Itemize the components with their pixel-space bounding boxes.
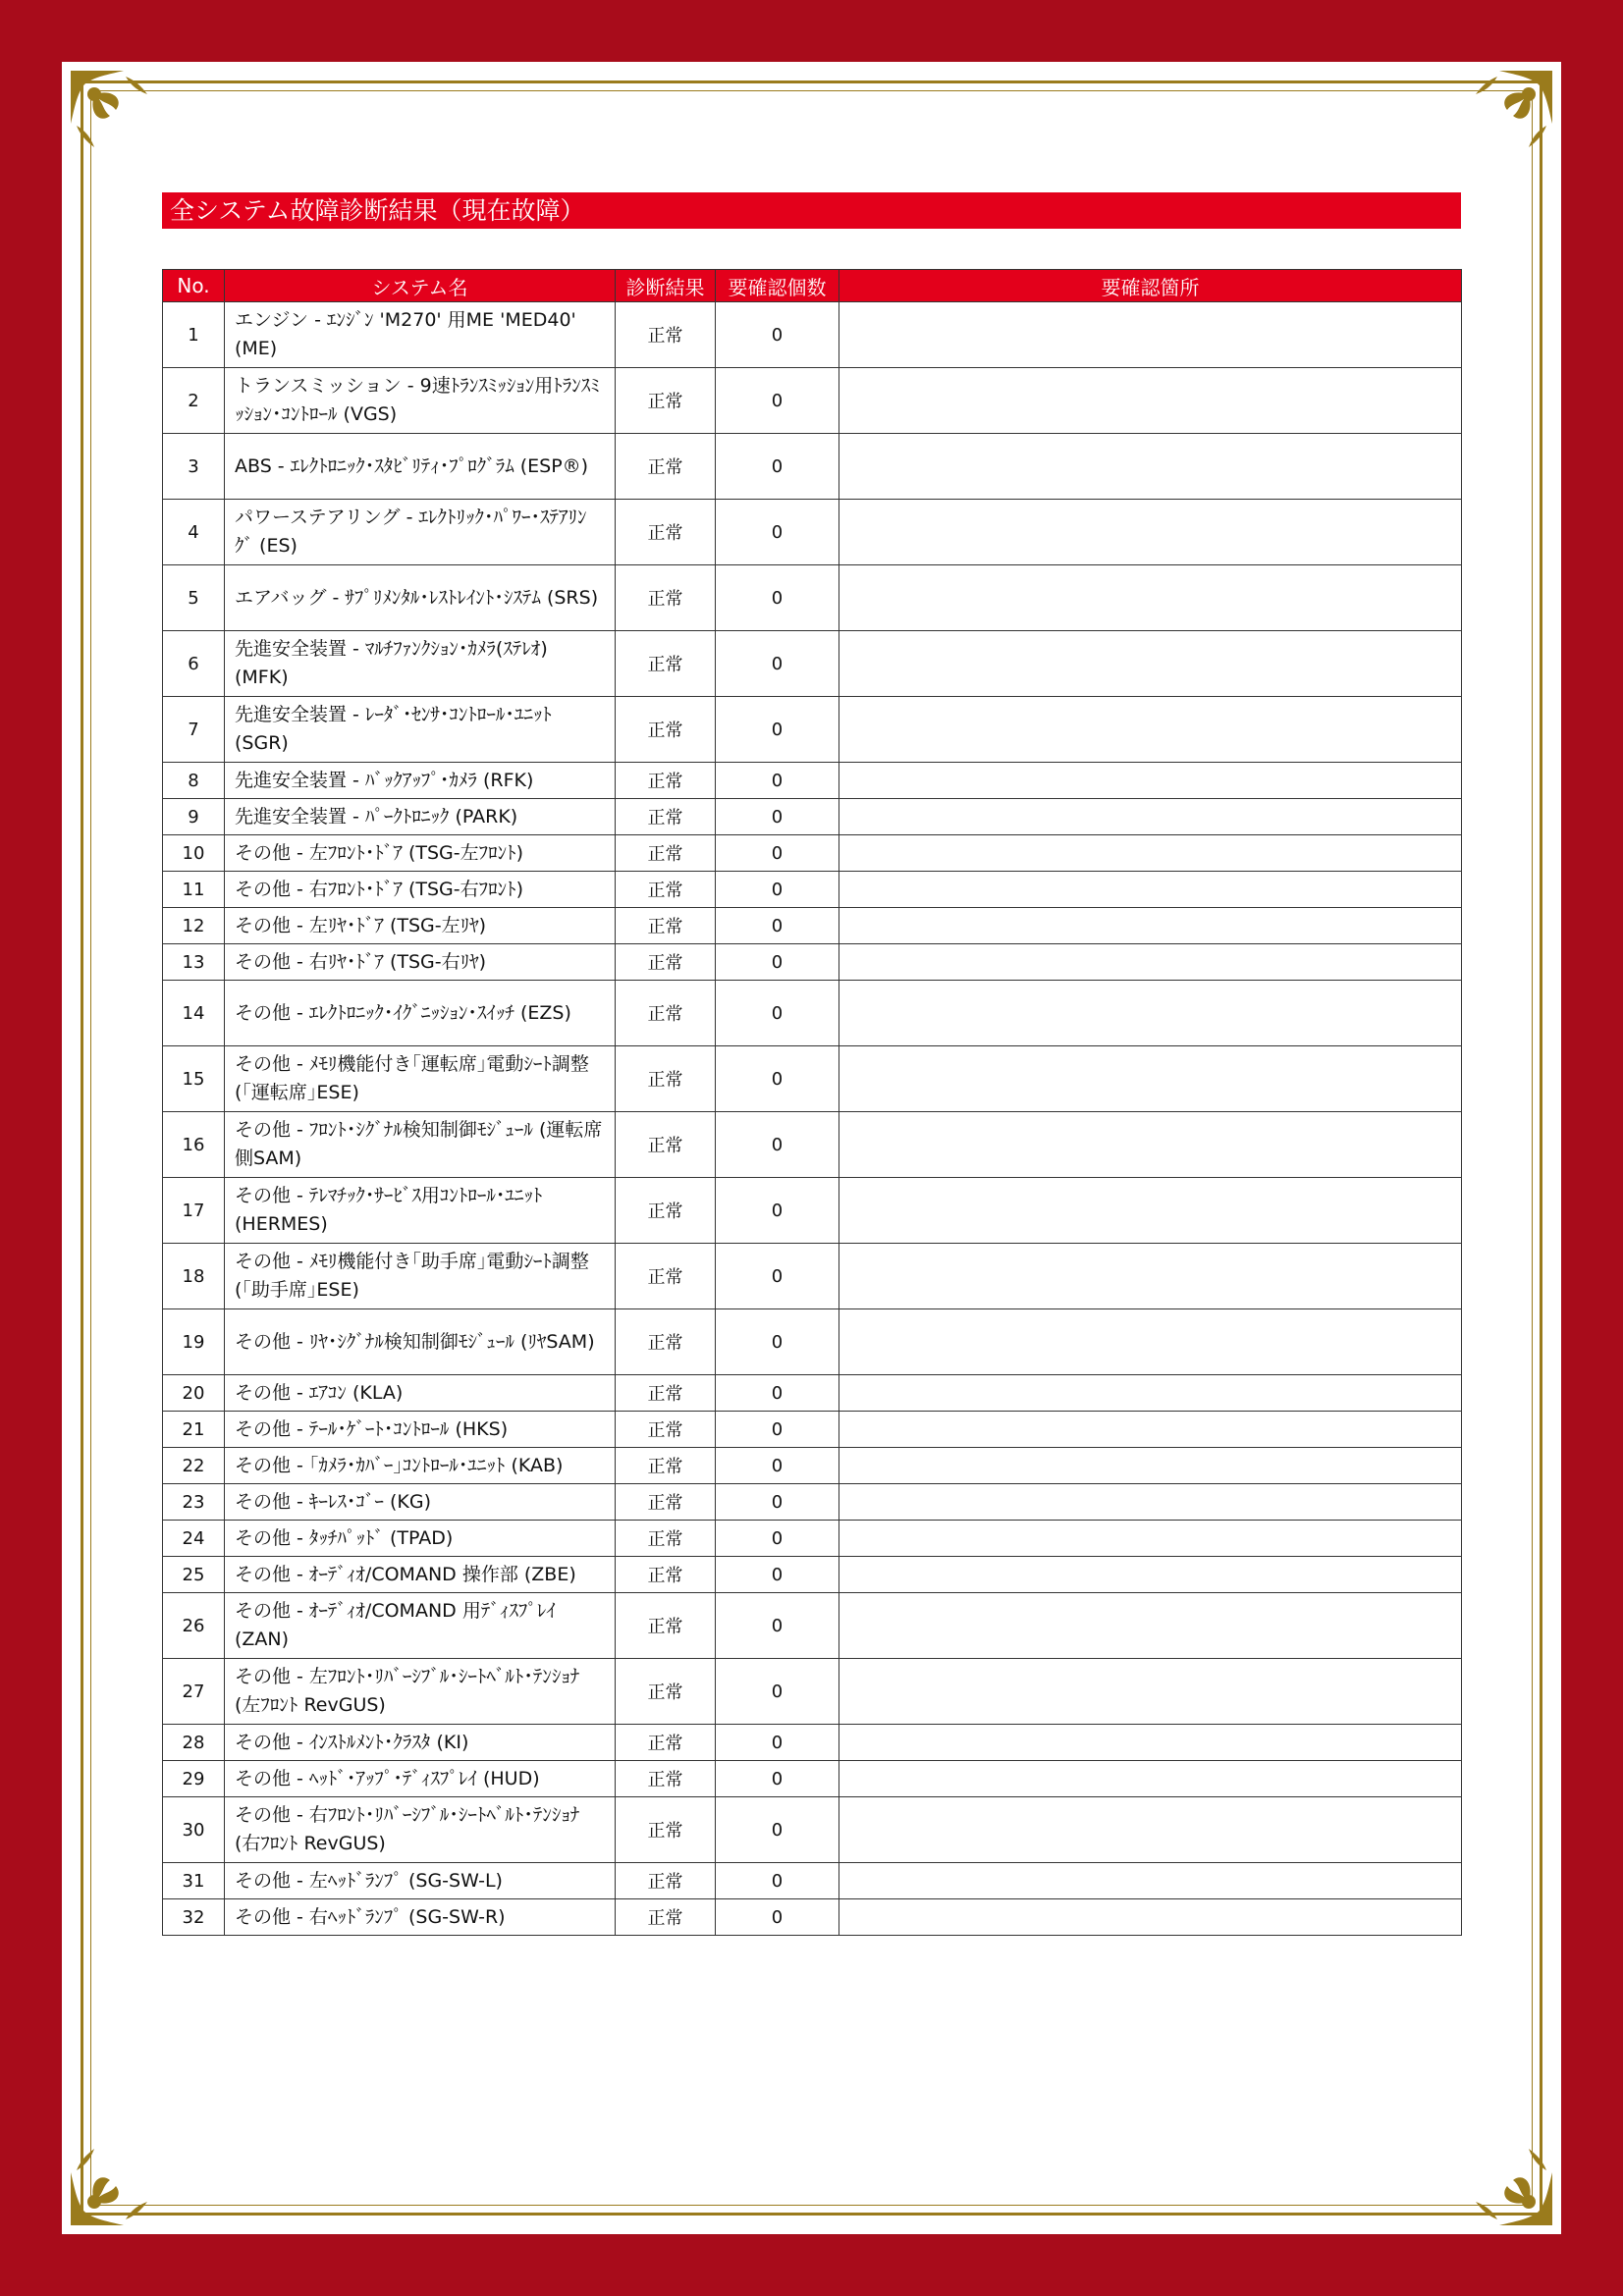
system-name: その他 - ｲﾝｽﾄﾙﾒﾝﾄ･ｸﾗｽﾀ (KI) <box>225 1725 616 1761</box>
check-count: 0 <box>716 565 839 631</box>
check-count: 0 <box>716 1309 839 1375</box>
system-name: 先進安全装置 - ﾊﾞｯｸｱｯﾌﾟ･ｶﾒﾗ (RFK) <box>225 763 616 799</box>
check-location <box>839 1863 1462 1899</box>
check-location <box>839 1178 1462 1244</box>
check-location <box>839 1375 1462 1412</box>
diagnosis-result: 正常 <box>616 1521 716 1557</box>
row-number: 22 <box>163 1448 225 1484</box>
row-number: 12 <box>163 908 225 944</box>
table-row <box>163 368 1462 434</box>
row-number: 8 <box>163 763 225 799</box>
check-count: 0 <box>716 1863 839 1899</box>
header-result: 診断結果 <box>616 270 716 302</box>
table-row <box>163 1557 1462 1593</box>
table-row <box>163 1725 1462 1761</box>
system-name: エンジン - ｴﾝｼﾞﾝ 'M270' 用ME 'MED40' (ME) <box>225 302 616 368</box>
check-count: 0 <box>716 908 839 944</box>
system-name: その他 - ﾌﾛﾝﾄ･ｼｸﾞﾅﾙ検知制御ﾓｼﾞｭｰﾙ (運転席側SAM) <box>225 1112 616 1178</box>
row-number: 21 <box>163 1412 225 1448</box>
check-count: 0 <box>716 1244 839 1309</box>
check-location <box>839 799 1462 835</box>
row-number: 25 <box>163 1557 225 1593</box>
row-number: 20 <box>163 1375 225 1412</box>
diagnosis-result: 正常 <box>616 565 716 631</box>
check-location <box>839 565 1462 631</box>
system-name: ABS - ｴﾚｸﾄﾛﾆｯｸ･ｽﾀﾋﾞﾘﾃｨ･ﾌﾟﾛｸﾞﾗﾑ (ESP®) <box>225 434 616 500</box>
system-name: その他 - ﾒﾓﾘ機能付き｢助手席｣電動ｼｰﾄ調整 (｢助手席｣ESE) <box>225 1244 616 1309</box>
corner-ornament-icon <box>65 65 159 159</box>
diagnosis-result: 正常 <box>616 1725 716 1761</box>
diagnosis-result: 正常 <box>616 697 716 763</box>
check-location <box>839 697 1462 763</box>
system-name: 先進安全装置 - ﾏﾙﾁﾌｧﾝｸｼｮﾝ･ｶﾒﾗ(ｽﾃﾚｵ) (MFK) <box>225 631 616 697</box>
system-name: その他 - ｵｰﾃﾞｨｵ/COMAND 用ﾃﾞｨｽﾌﾟﾚｲ (ZAN) <box>225 1593 616 1659</box>
check-count: 0 <box>716 835 839 872</box>
table-row <box>163 1375 1462 1412</box>
check-count: 0 <box>716 1593 839 1659</box>
check-count: 0 <box>716 697 839 763</box>
check-location <box>839 368 1462 434</box>
row-number: 23 <box>163 1484 225 1521</box>
row-number: 5 <box>163 565 225 631</box>
row-number: 6 <box>163 631 225 697</box>
system-name: その他 - 右ﾘﾔ･ﾄﾞｱ (TSG-右ﾘﾔ) <box>225 944 616 981</box>
system-name: 先進安全装置 - ﾊﾟｰｸﾄﾛﾆｯｸ (PARK) <box>225 799 616 835</box>
system-name: 先進安全装置 - ﾚｰﾀﾞ･ｾﾝｻ･ｺﾝﾄﾛｰﾙ･ﾕﾆｯﾄ (SGR) <box>225 697 616 763</box>
check-count: 0 <box>716 500 839 565</box>
row-number: 2 <box>163 368 225 434</box>
diagnosis-result: 正常 <box>616 1046 716 1112</box>
check-location <box>839 1593 1462 1659</box>
system-name: その他 - ﾍｯﾄﾞ･ｱｯﾌﾟ･ﾃﾞｨｽﾌﾟﾚｲ (HUD) <box>225 1761 616 1797</box>
check-count: 0 <box>716 944 839 981</box>
table-row <box>163 981 1462 1046</box>
table-row <box>163 1046 1462 1112</box>
system-name: その他 - 左ﾘﾔ･ﾄﾞｱ (TSG-左ﾘﾔ) <box>225 908 616 944</box>
diagnosis-result: 正常 <box>616 1797 716 1863</box>
row-number: 3 <box>163 434 225 500</box>
table-row <box>163 763 1462 799</box>
system-name: その他 - 左ﾌﾛﾝﾄ･ﾘﾊﾞｰｼﾌﾞﾙ･ｼｰﾄﾍﾞﾙﾄ･ﾃﾝｼｮﾅ (左ﾌﾛﾝﾄ RevGUS) <box>225 1659 616 1725</box>
check-location <box>839 835 1462 872</box>
table-header-row <box>163 270 1462 302</box>
header-no: No. <box>163 270 225 302</box>
diagnosis-result: 正常 <box>616 1557 716 1593</box>
table-row <box>163 1484 1462 1521</box>
system-name: その他 - 左ﾌﾛﾝﾄ･ﾄﾞｱ (TSG-左ﾌﾛﾝﾄ) <box>225 835 616 872</box>
table-row <box>163 1178 1462 1244</box>
system-name: その他 - 右ﾍｯﾄﾞﾗﾝﾌﾟ (SG-SW-R) <box>225 1899 616 1936</box>
diagnosis-result: 正常 <box>616 1244 716 1309</box>
check-location <box>839 1725 1462 1761</box>
diagnosis-result: 正常 <box>616 1448 716 1484</box>
diagnosis-result: 正常 <box>616 1761 716 1797</box>
check-location <box>839 908 1462 944</box>
diagnosis-result: 正常 <box>616 763 716 799</box>
table-row <box>163 872 1462 908</box>
diagnosis-result: 正常 <box>616 1899 716 1936</box>
check-location <box>839 1659 1462 1725</box>
check-location <box>839 434 1462 500</box>
table-row <box>163 434 1462 500</box>
check-count: 0 <box>716 1448 839 1484</box>
table-row <box>163 1521 1462 1557</box>
system-name: その他 - ﾀｯﾁﾊﾟｯﾄﾞ (TPAD) <box>225 1521 616 1557</box>
table-row <box>163 631 1462 697</box>
diagnosis-result: 正常 <box>616 1309 716 1375</box>
check-count: 0 <box>716 1412 839 1448</box>
table-row <box>163 835 1462 872</box>
header-check-count: 要確認個数 <box>716 270 839 302</box>
diagnosis-result: 正常 <box>616 434 716 500</box>
table-row <box>163 1899 1462 1936</box>
row-number: 18 <box>163 1244 225 1309</box>
system-name: その他 - 右ﾌﾛﾝﾄ･ﾘﾊﾞｰｼﾌﾞﾙ･ｼｰﾄﾍﾞﾙﾄ･ﾃﾝｼｮﾅ (右ﾌﾛﾝﾄ RevGUS) <box>225 1797 616 1863</box>
check-location <box>839 1448 1462 1484</box>
row-number: 28 <box>163 1725 225 1761</box>
system-name: その他 - ﾘﾔ･ｼｸﾞﾅﾙ検知制御ﾓｼﾞｭｰﾙ (ﾘﾔSAM) <box>225 1309 616 1375</box>
table-row <box>163 1761 1462 1797</box>
check-location <box>839 763 1462 799</box>
system-name: その他 - ｢ｶﾒﾗ･ｶﾊﾞｰ｣ｺﾝﾄﾛｰﾙ･ﾕﾆｯﾄ (KAB) <box>225 1448 616 1484</box>
table-row <box>163 1863 1462 1899</box>
table-row <box>163 1309 1462 1375</box>
check-location <box>839 631 1462 697</box>
table-row <box>163 1659 1462 1725</box>
row-number: 27 <box>163 1659 225 1725</box>
row-number: 15 <box>163 1046 225 1112</box>
diagnosis-result: 正常 <box>616 799 716 835</box>
check-location <box>839 302 1462 368</box>
diagnosis-result: 正常 <box>616 908 716 944</box>
check-count: 0 <box>716 434 839 500</box>
table-row <box>163 799 1462 835</box>
row-number: 32 <box>163 1899 225 1936</box>
diagnosis-result: 正常 <box>616 1484 716 1521</box>
check-count: 0 <box>716 1375 839 1412</box>
system-name: その他 - ｵｰﾃﾞｨｵ/COMAND 操作部 (ZBE) <box>225 1557 616 1593</box>
check-count: 0 <box>716 1899 839 1936</box>
check-count: 0 <box>716 1659 839 1725</box>
system-name: その他 - ﾃﾚﾏﾁｯｸ･ｻｰﾋﾞｽ用ｺﾝﾄﾛｰﾙ･ﾕﾆｯﾄ (HERMES) <box>225 1178 616 1244</box>
table-row <box>163 500 1462 565</box>
check-count: 0 <box>716 1112 839 1178</box>
check-count: 0 <box>716 368 839 434</box>
check-location <box>839 1797 1462 1863</box>
row-number: 31 <box>163 1863 225 1899</box>
diagnosis-result: 正常 <box>616 1375 716 1412</box>
diagnosis-result: 正常 <box>616 1863 716 1899</box>
check-location <box>839 944 1462 981</box>
diagnosis-result: 正常 <box>616 1659 716 1725</box>
row-number: 7 <box>163 697 225 763</box>
diagnosis-result: 正常 <box>616 981 716 1046</box>
header-check-location: 要確認箇所 <box>839 270 1462 302</box>
row-number: 24 <box>163 1521 225 1557</box>
check-count: 0 <box>716 1178 839 1244</box>
check-location <box>839 1412 1462 1448</box>
diagnosis-result: 正常 <box>616 302 716 368</box>
row-number: 29 <box>163 1761 225 1797</box>
system-name: その他 - ﾒﾓﾘ機能付き｢運転席｣電動ｼｰﾄ調整 (｢運転席｣ESE) <box>225 1046 616 1112</box>
check-location <box>839 1484 1462 1521</box>
system-name: その他 - ﾃｰﾙ･ｹﾞｰﾄ･ｺﾝﾄﾛｰﾙ (HKS) <box>225 1412 616 1448</box>
check-count: 0 <box>716 1521 839 1557</box>
check-count: 0 <box>716 872 839 908</box>
row-number: 9 <box>163 799 225 835</box>
check-count: 0 <box>716 1761 839 1797</box>
row-number: 26 <box>163 1593 225 1659</box>
page-title: 全システム故障診断結果（現在故障） <box>162 192 1461 229</box>
row-number: 19 <box>163 1309 225 1375</box>
row-number: 10 <box>163 835 225 872</box>
table-row <box>163 565 1462 631</box>
diagnosis-result: 正常 <box>616 944 716 981</box>
check-count: 0 <box>716 302 839 368</box>
corner-ornament-icon <box>1464 2137 1558 2231</box>
table-row <box>163 1112 1462 1178</box>
check-location <box>839 1557 1462 1593</box>
table-row <box>163 908 1462 944</box>
row-number: 30 <box>163 1797 225 1863</box>
check-location <box>839 981 1462 1046</box>
row-number: 4 <box>163 500 225 565</box>
diagnosis-table <box>162 269 1462 1936</box>
corner-ornament-icon <box>65 2137 159 2231</box>
system-name: その他 - ｴﾚｸﾄﾛﾆｯｸ･ｲｸﾞﾆｯｼｮﾝ･ｽｲｯﾁ (EZS) <box>225 981 616 1046</box>
check-count: 0 <box>716 1557 839 1593</box>
diagnosis-result: 正常 <box>616 1178 716 1244</box>
table-row <box>163 302 1462 368</box>
header-system-name: システム名 <box>225 270 616 302</box>
diagnosis-result: 正常 <box>616 1112 716 1178</box>
check-location <box>839 1309 1462 1375</box>
check-location <box>839 872 1462 908</box>
diagnosis-result: 正常 <box>616 631 716 697</box>
row-number: 14 <box>163 981 225 1046</box>
system-name: その他 - ｷｰﾚｽ･ｺﾞｰ (KG) <box>225 1484 616 1521</box>
table-row <box>163 944 1462 981</box>
check-count: 0 <box>716 763 839 799</box>
row-number: 11 <box>163 872 225 908</box>
system-name: その他 - ｴｱｺﾝ (KLA) <box>225 1375 616 1412</box>
check-location <box>839 500 1462 565</box>
check-location <box>839 1046 1462 1112</box>
diagnosis-result: 正常 <box>616 835 716 872</box>
system-name: パワーステアリング - ｴﾚｸﾄﾘｯｸ･ﾊﾟﾜｰ･ｽﾃｱﾘﾝｸﾞ (ES) <box>225 500 616 565</box>
diagnosis-result: 正常 <box>616 1593 716 1659</box>
check-count: 0 <box>716 1797 839 1863</box>
system-name: その他 - 右ﾌﾛﾝﾄ･ﾄﾞｱ (TSG-右ﾌﾛﾝﾄ) <box>225 872 616 908</box>
table-row <box>163 1448 1462 1484</box>
table-body <box>163 302 1462 1936</box>
check-location <box>839 1761 1462 1797</box>
table-row <box>163 1412 1462 1448</box>
check-count: 0 <box>716 799 839 835</box>
check-location <box>839 1521 1462 1557</box>
check-count: 0 <box>716 981 839 1046</box>
table-row <box>163 697 1462 763</box>
diagnosis-result: 正常 <box>616 368 716 434</box>
table-row <box>163 1797 1462 1863</box>
diagnosis-result: 正常 <box>616 872 716 908</box>
system-name: エアバッグ - ｻﾌﾟﾘﾒﾝﾀﾙ･ﾚｽﾄﾚｲﾝﾄ･ｼｽﾃﾑ (SRS) <box>225 565 616 631</box>
row-number: 13 <box>163 944 225 981</box>
diagnosis-result: 正常 <box>616 500 716 565</box>
table-row <box>163 1593 1462 1659</box>
check-count: 0 <box>716 1725 839 1761</box>
check-count: 0 <box>716 631 839 697</box>
row-number: 17 <box>163 1178 225 1244</box>
system-name: トランスミッション - 9速ﾄﾗﾝｽﾐｯｼｮﾝ用ﾄﾗﾝｽﾐｯｼｮﾝ･ｺﾝﾄﾛｰﾙ (VGS) <box>225 368 616 434</box>
check-count: 0 <box>716 1484 839 1521</box>
check-location <box>839 1899 1462 1936</box>
row-number: 16 <box>163 1112 225 1178</box>
row-number: 1 <box>163 302 225 368</box>
system-name: その他 - 左ﾍｯﾄﾞﾗﾝﾌﾟ (SG-SW-L) <box>225 1863 616 1899</box>
table-row <box>163 1244 1462 1309</box>
corner-ornament-icon <box>1464 65 1558 159</box>
check-location <box>839 1112 1462 1178</box>
check-count: 0 <box>716 1046 839 1112</box>
diagnosis-result: 正常 <box>616 1412 716 1448</box>
check-location <box>839 1244 1462 1309</box>
